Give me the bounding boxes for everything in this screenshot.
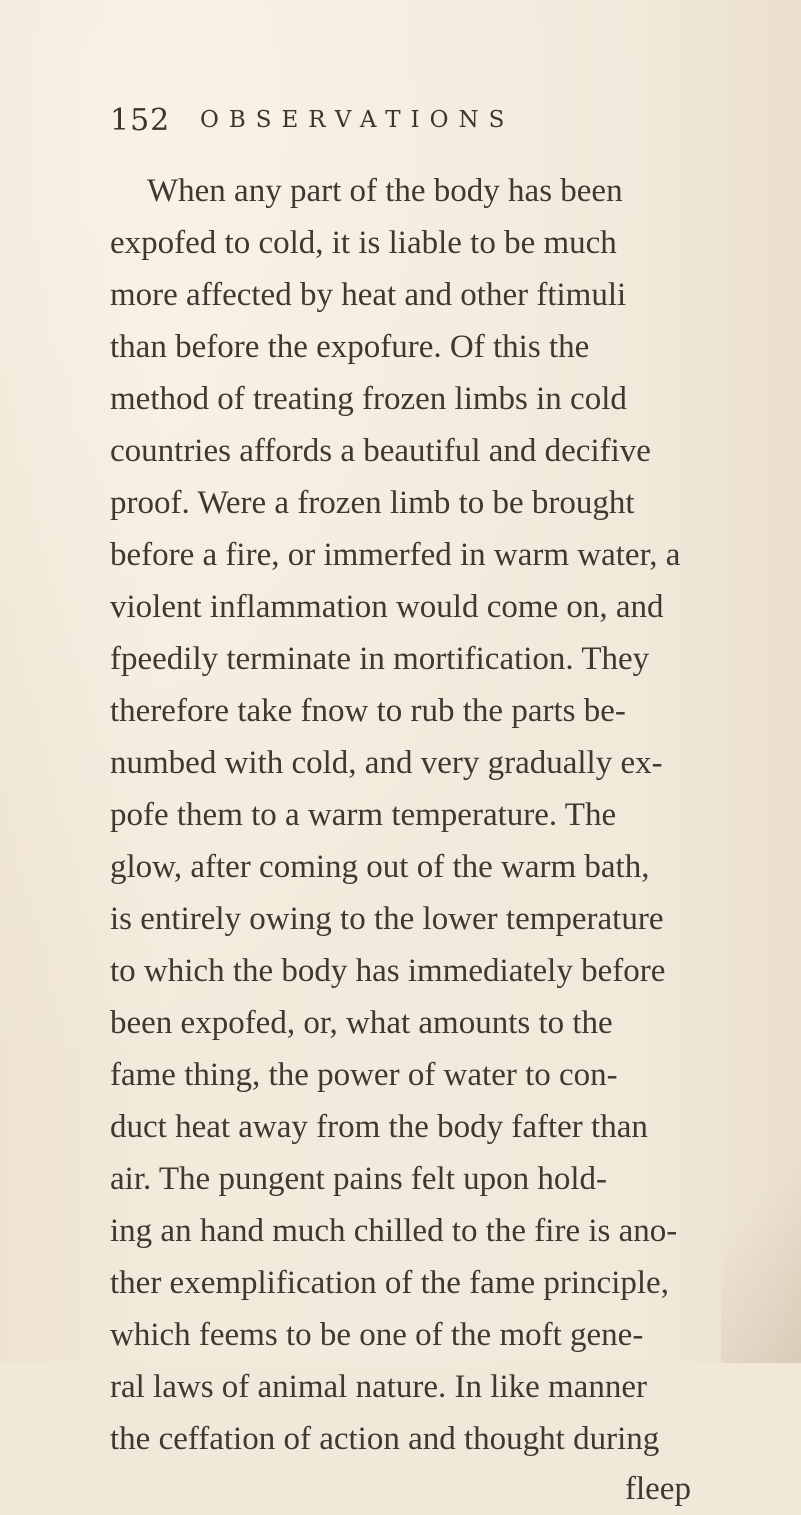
catchword: fleep	[625, 1471, 691, 1507]
text-line: which feems to be one of the moft gene-	[110, 1317, 644, 1353]
text-line: air. The pungent pains felt upon hold-	[110, 1161, 608, 1197]
page-header	[110, 103, 670, 153]
page-number: 152	[110, 103, 171, 138]
text-line: ing an hand much chilled to the fire is ano-	[110, 1213, 678, 1249]
text-line: method of treating frozen limbs in cold	[110, 381, 627, 417]
text-line: ther exemplification of the fame principle,	[110, 1265, 669, 1301]
text-line: proof. Were a frozen limb to be brought	[110, 485, 635, 521]
text-line: to which the body has immediately before	[110, 953, 666, 989]
text-line: therefore take fnow to rub the parts be-	[110, 693, 626, 729]
text-line: duct heat away from the body fafter than	[110, 1109, 648, 1145]
text-line: violent inflammation would come on, and	[110, 589, 664, 625]
text-line: countries affords a beautiful and decifive	[110, 433, 651, 469]
text-line: is entirely owing to the lower temperature	[110, 901, 664, 937]
text-line: the ceffation of action and thought during	[110, 1421, 660, 1457]
text-line: than before the expofure. Of this the	[110, 329, 590, 365]
text-line: fame thing, the power of water to con-	[110, 1057, 618, 1093]
text-line: fpeedily terminate in mortification. They	[110, 641, 650, 677]
page-edge-shadow	[721, 1100, 801, 1363]
text-line: been expofed, or, what amounts to the	[110, 1005, 613, 1041]
running-head: OBSERVATIONS	[200, 107, 515, 133]
text-line: glow, after coming out of the warm bath,	[110, 849, 650, 885]
text-line: numbed with cold, and very gradually ex-	[110, 745, 663, 781]
text-line: more affected by heat and other ftimuli	[110, 277, 627, 313]
text-line: pofe them to a warm temperature. The	[110, 797, 617, 833]
text-line: expofed to cold, it is liable to be much	[110, 225, 617, 261]
text-line: ral laws of animal nature. In like manner	[110, 1369, 647, 1405]
text-line: When any part of the body has been	[147, 173, 623, 209]
text-line: before a fire, or immerfed in warm water, a	[110, 537, 681, 573]
